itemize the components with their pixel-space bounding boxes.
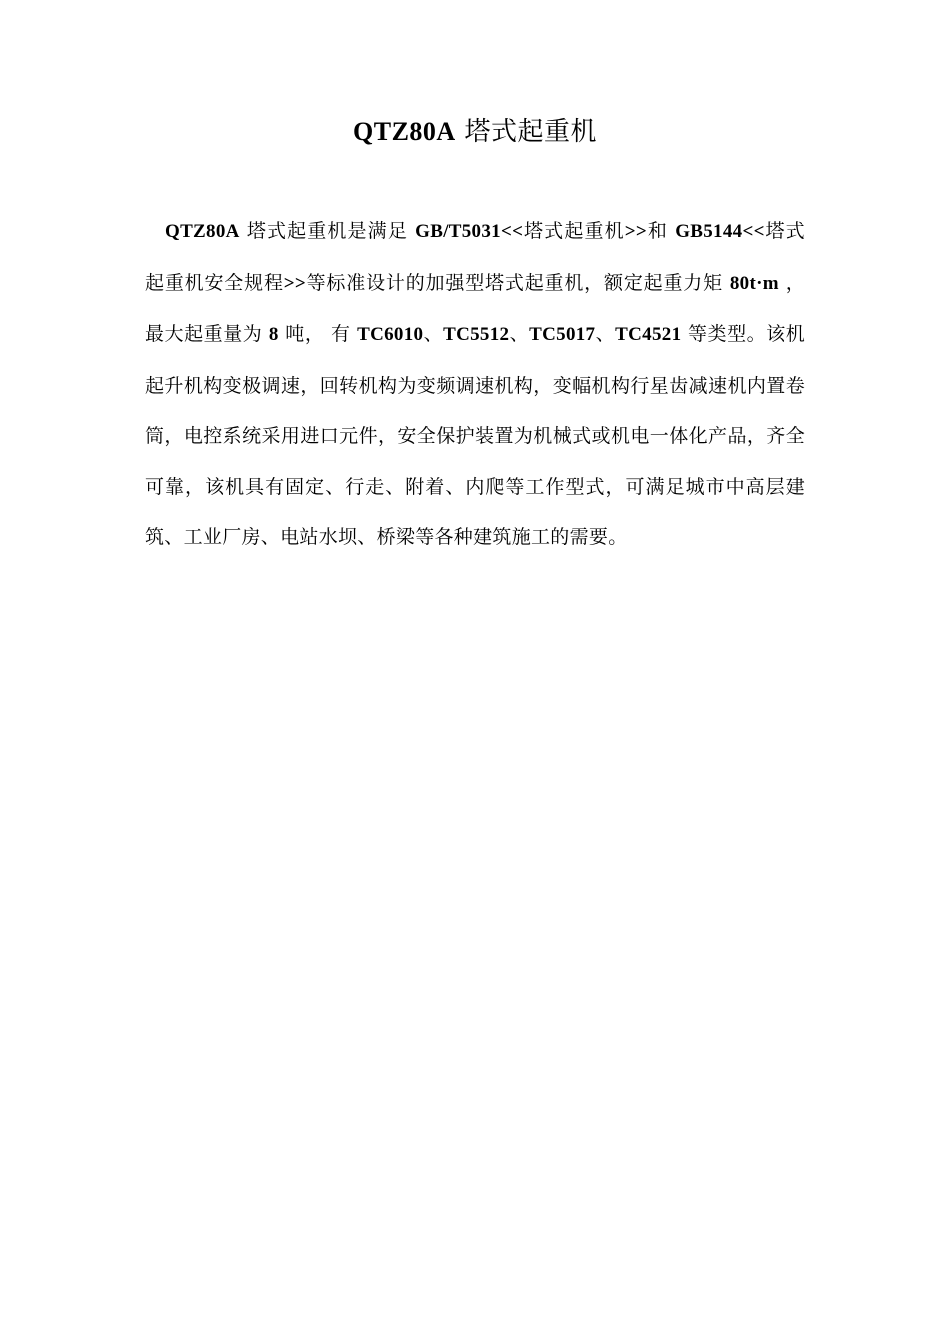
paragraph-segment: TC4521 (615, 324, 682, 345)
document-title (0, 112, 950, 152)
paragraph-segment: 8 (268, 324, 279, 345)
paragraph-segment: TC5512 (443, 324, 510, 345)
body-paragraph (145, 206, 805, 563)
paragraph-segment: 塔式起重机 (523, 220, 625, 242)
paragraph-segment: TC5017 (529, 324, 596, 345)
title-model: QTZ80A (353, 117, 456, 146)
paragraph-segment: >> (624, 221, 648, 242)
paragraph-segment: 吨， 有 (278, 323, 358, 345)
paragraph-segment: TC6010 (357, 324, 424, 345)
paragraph-segment: 80t·m (729, 272, 779, 294)
paragraph-segment: 等类型。该机起升机构变极调速，回转机构为变频调速机构，变幅机构行星齿减速机内置卷筒，电控系统采用进口元件，安全保护装置为机械式或机电一体化产品，齐全可靠，该机具有固定、行走、附着、内爬等工作型式，可满足城市中高层建筑、工业厂房、电站水坝、桥梁等各种建筑施工的需要。 (145, 323, 806, 548)
title-text: 塔式起重机 (455, 117, 597, 147)
paragraph-segment: 、 (509, 323, 530, 345)
paragraph-segment: GB/T5031<< (415, 221, 524, 242)
paragraph-segment: >> (283, 272, 307, 294)
paragraph-segment: 塔式起重机安全规程 (145, 220, 805, 294)
paragraph-segment: 、 (595, 323, 616, 345)
paragraph-segment: QTZ80A (165, 221, 240, 242)
paragraph-segment: 和 (647, 220, 676, 242)
paragraph-segment: 等标准设计的加强型塔式起重机，额定起重力矩 (306, 271, 730, 294)
paragraph-segment: 、 (423, 323, 444, 345)
paragraph-segment: GB5144<< (675, 221, 765, 242)
paragraph-segment: 塔式起重机是满足 (239, 220, 416, 242)
paragraph-segment: ， 最大起重量为 (145, 271, 806, 345)
